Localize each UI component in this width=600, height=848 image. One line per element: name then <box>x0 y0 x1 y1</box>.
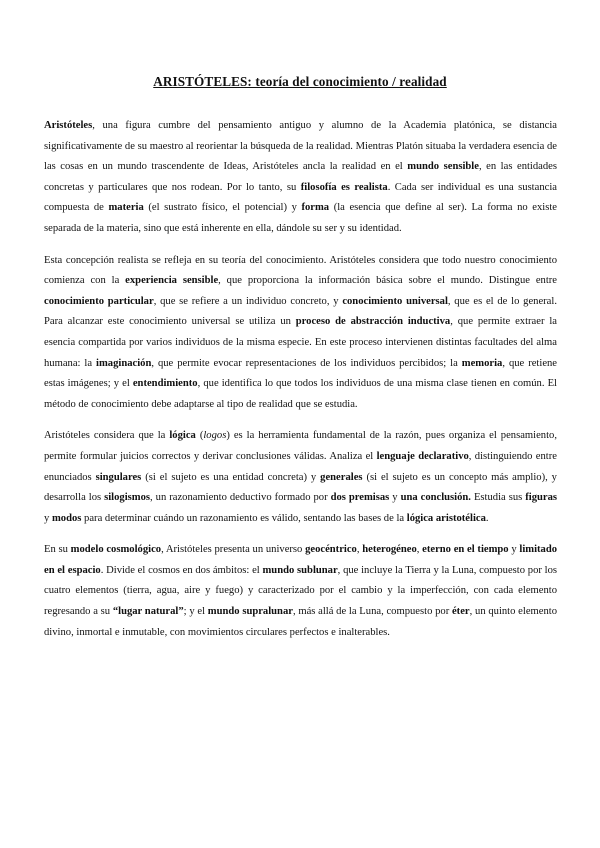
text-run: Aristóteles considera que la <box>44 430 170 442</box>
bold-term: lenguaje declarativo <box>376 450 469 462</box>
text-run: ; y el <box>183 606 208 618</box>
text-run: , un razonamiento deductivo formado por <box>150 492 331 504</box>
text-run: (si el sujeto es un concepto más amplio), y desarrolla los <box>44 471 557 504</box>
text-run: . Cada ser individual es una sustancia compuesta de <box>44 181 557 214</box>
bold-term: materia <box>108 202 144 214</box>
bold-term: modos <box>51 512 82 524</box>
bold-term: generales <box>320 471 363 483</box>
bold-term: modelo cosmológico <box>70 544 162 556</box>
document-title: ARISTÓTELES: teoría del conocimiento / realidad <box>153 74 447 89</box>
text-run: (la esencia que define al ser). La forma no existe separada de la materia, sino que está inherente en ella, dándole su ser y su identidad. <box>44 202 557 234</box>
text-run: , que retiene estas imágenes; y el <box>44 357 558 390</box>
text-run: , una figura cumbre del pensamiento antiguo y alumno de la Academia platónica, se distancia significativamente de su maestro al reorientar la búsqueda de la realidad. Mientras Platón situaba la verdadera esencia de las cosas en un mundo trascendente de Ideas, Aristóteles ancla la realidad en el <box>44 120 557 173</box>
bold-term: entendimiento <box>132 378 198 390</box>
text-run: , Aristóteles presenta un universo <box>161 544 306 556</box>
bold-term: heterogéneo <box>362 544 417 556</box>
bold-term: mundo sensible <box>407 161 479 173</box>
italic-term: logos <box>203 430 227 442</box>
bold-term: mundo supralunar <box>207 606 293 618</box>
paragraph-1 <box>44 116 557 240</box>
text-run: , <box>356 544 363 556</box>
text-run: , que se refiere a un individuo concreto, y <box>153 295 343 307</box>
bold-term: figuras <box>525 492 558 504</box>
text-run: , que permite extraer la esencia compartida por varios individuos de la misma especie. En este proceso intervienen distintas facultades del alma humana: la <box>44 316 557 369</box>
text-run: ) es la herramienta fundamental de la razón, pues organiza el pensamiento, permite formular juicios correctos y derivar conclusiones válidas. Analiza el <box>44 430 557 462</box>
bold-term: una conclusión. <box>400 492 471 504</box>
text-run: Esta concepción realista se refleja en su teoría del conocimiento. Aristóteles considera que todo nuestro conocimiento comienza con la <box>44 254 557 287</box>
text-run: , que permite evocar representaciones de los individuos percibidos; la <box>151 357 462 369</box>
paragraph-2 <box>44 251 557 416</box>
bold-term: conocimiento universal <box>342 295 448 307</box>
text-run: , que proporciona la información básica sobre el mundo. Distingue entre <box>218 275 557 287</box>
text-run: , un quinto elemento divino, inmortal e inmutable, con movimientos circulares perfectos e inalterables. <box>44 606 557 638</box>
text-run: ( <box>195 430 204 442</box>
text-run: , que es el de lo general. Para alcanzar este conocimiento universal se utiliza un <box>44 295 557 328</box>
bold-term: mundo sublunar <box>262 564 338 576</box>
bold-term: geocéntrico <box>305 544 357 556</box>
text-run: . Divide el cosmos en dos ámbitos: el <box>100 564 263 576</box>
text-run: , <box>416 544 423 556</box>
paragraph-3 <box>44 426 557 529</box>
text-run: , distinguiendo entre enunciados <box>44 450 557 483</box>
text-run: y <box>508 544 520 556</box>
text-run: y <box>44 512 52 524</box>
bold-term: experiencia sensible <box>125 275 219 287</box>
bold-term: Aristóteles <box>44 120 93 131</box>
bold-term: memoria <box>461 357 503 369</box>
bold-term: éter <box>451 606 470 618</box>
bold-term: silogismos <box>104 492 151 504</box>
bold-term: proceso de abstracción inductiva <box>295 316 451 328</box>
text-run: (si el sujeto es una entidad concreta) y <box>141 471 321 483</box>
bold-term: imaginación <box>96 357 152 369</box>
bold-term: conocimiento particular <box>44 295 154 307</box>
bold-term: singulares <box>95 471 142 483</box>
text-run: , que incluye la Tierra y la Luna, compuesto por los cuatro elementos (tierra, agua, aire y fuego) y caracterizado por el cambio y la imperfección, con cada elemento regresando a su <box>44 564 558 618</box>
text-run: y <box>389 492 401 504</box>
document-body <box>44 116 557 654</box>
text-run: En su <box>44 544 71 556</box>
text-run: , en las entidades concretas y particulares que nos rodean. Por lo tanto, su <box>44 161 557 193</box>
bold-term: lógica <box>169 430 196 442</box>
bold-term: “lugar natural” <box>112 606 184 618</box>
paragraph-4 <box>44 540 557 643</box>
text-run: Estudia sus <box>470 492 526 504</box>
text-run: , que identifica lo que todos los individuos de una misma clase tienen en común. El método de conocimiento debe adaptarse al tipo de realidad que se estudia. <box>44 378 558 410</box>
bold-term: eterno en el tiempo <box>422 544 509 556</box>
bold-term: filosofía es realista <box>300 181 388 193</box>
text-run: . <box>485 512 489 524</box>
text-run: , más allá de la Luna, compuesto por <box>292 606 452 618</box>
text-run: para determinar cuándo un razonamiento es válido, sentando las bases de la <box>81 512 407 524</box>
bold-term: forma <box>301 202 330 214</box>
bold-term: lógica aristotélica <box>406 512 486 524</box>
text-run: (el sustrato físico, el potencial) y <box>143 202 302 214</box>
bold-term: limitado en el espacio <box>44 544 558 576</box>
bold-term: dos premisas <box>330 492 390 504</box>
